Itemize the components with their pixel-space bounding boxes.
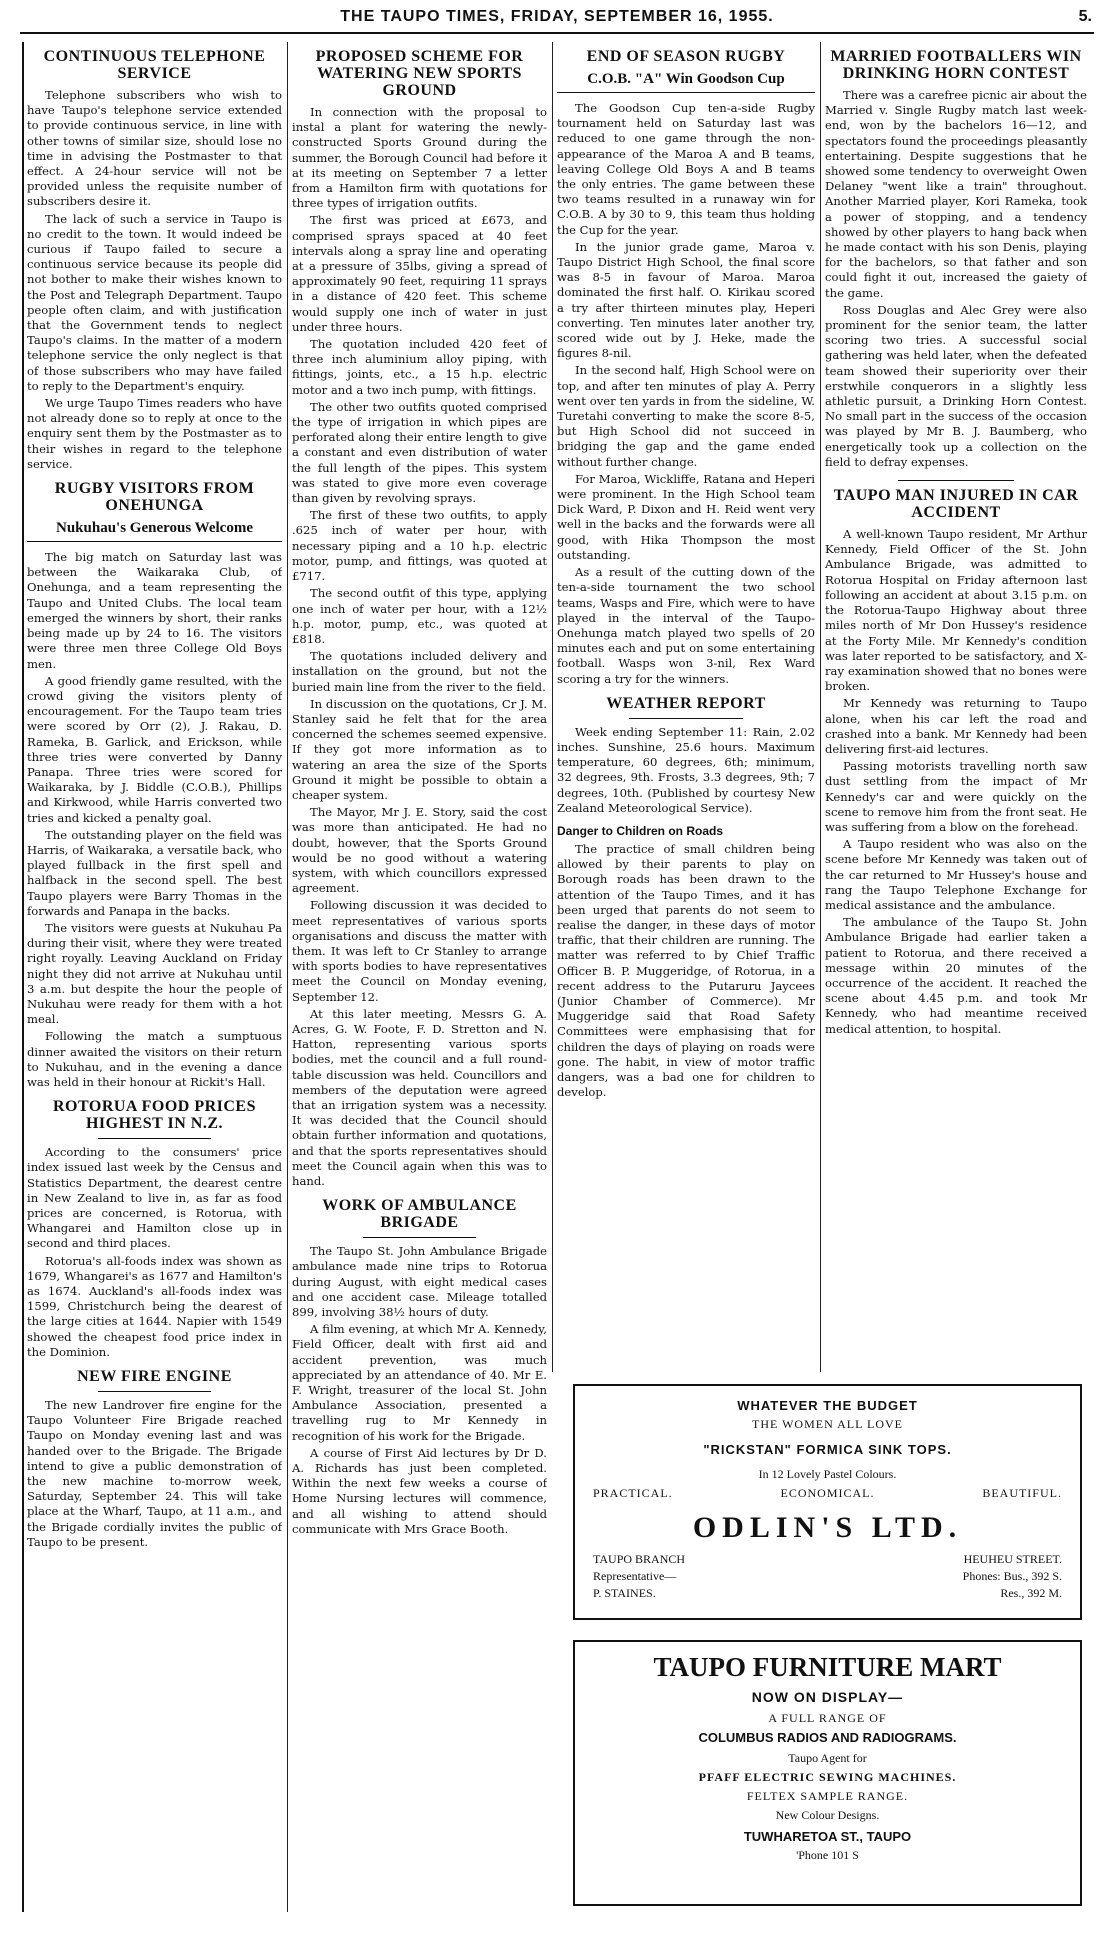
headline-rule [98,1138,210,1139]
paragraph: A course of First Aid lectures by Dr D. A. Richards has just been completed. Within the next few weeks a course of Home Nursing lectures will commence, and all wishing to attend should communicate with Mrs Grace Booth. [292,1445,547,1536]
article-telephone [27,48,282,472]
ad-contact-block [575,1545,1080,1602]
paragraph: The outstanding player on the field was Harris, of Waikaraka, a versatile back, who played fullback in the first spell and halfback in the second spell. The best Taupo players were Barry Thomas in the forwards and Panapa in the backs. [27,827,282,918]
ad-word: ECONOMICAL. [780,1486,875,1500]
paragraph: The visitors were guests at Nukuhau Pa during their visit, where they were treated right royally. Leaving Auckland on Friday night they did not arrive at Nukuhau until 3 a.m. but despite the hour the people of Nukuhau were ready for them with a hot meal. [27,920,282,1027]
headline-rule [98,1391,210,1392]
paragraph: The first was priced at £673, and comprised sprays spaced at 40 feet intervals along a spray line and operating at a pressure of 35lbs, giving a spread of approximately 90 feet, requiring 11 sprays in a distance of 420 feet. This scheme would supply one inch of water in just under three hours. [292,213,547,334]
paragraph: Telephone subscribers who wish to have Taupo's telephone service extended to provide continuous service, in line with other towns of similar size, should lose no time in advising the Postmaster to that effect. A 24-hour service will not be provided unless the requisite number of subscribers desire it. [27,88,282,209]
paragraph: Passing motorists travelling north saw dust settling from the impact of Mr Kennedy's car and were quickly on the scene to remove him from the front seat. He was suffering from a blow on the forehead. [825,759,1087,834]
ad-line: TAUPO BRANCH [593,1552,686,1566]
paragraph: For Maroa, Wickliffe, Ratana and Heperi were prominent. In the High School team Dick Ward, P. Dixon and H. Reid went very well in the backs and the forwards were all good, with Hika Thompson the most outstanding. [557,471,815,562]
paragraph: The quotation included 420 feet of three inch aluminium alloy piping, with fittings, joints, etc., a 15 h.p. electric motor and a two inch pump, with fittings. [292,337,547,397]
paragraph: Following the match a sumptuous dinner awaited the visitors on their return to Nukuhau, and in the evening a dance was held in their honour at Rickit's Hall. [27,1029,282,1089]
paragraph: The new Landrover fire engine for the Taupo Volunteer Fire Brigade reached Taupo on Monday evening last and was handed over to the Brigade. The Brigade intend to give a public demonstration of the new machine to-morrow week, Saturday, September 24. This will take place at the Wharf, Taupo, at 11 a.m., and the Brigade cordially invites the public of Taupo to be present. [27,1398,282,1549]
ad-line: NOW ON DISPLAY— [751,1689,904,1705]
column-divider-3 [820,42,821,1372]
subheadline: Nukuhau's Generous Welcome [27,520,282,542]
column-2 [292,42,547,1912]
advert-odlins [573,1384,1082,1620]
page-number: 5. [1078,8,1092,25]
column-divider-2 [552,42,553,1372]
ad-word: PRACTICAL. [593,1486,673,1500]
column-3 [557,42,815,1367]
headline: RUGBY VISITORS FROM ONEHUNGA [54,480,255,515]
paragraph: In the junior grade game, Maroa v. Taupo District High School, the final score was 8-5 in favour of Maroa. Maroa dominated the first half. O. Kirikau scored a try after thirteen minutes play, Heperi converting. Ten minutes later another try, scored wide out by J. Heke, made the figures 8-nil. [557,239,815,361]
ad-line: Taupo Agent for [788,1751,867,1765]
paragraph: In discussion on the quotations, Cr J. M. Stanley said he felt that for the area concerned the schemes seemed expensive. If they got more information as to watering an area the size of the Sports Ground it might be possible to obtain a cheaper system. [292,696,547,802]
headline: PROPOSED SCHEME FOR WATERING NEW SPORTS GROUND [315,48,524,99]
headline: MARRIED FOOTBALLERS WIN DRINKING HORN CONTEST [830,48,1082,82]
paragraph: In the second half, High School were on top, and after ten minutes of play A. Perry went over ten yards in from the sideline, W. Turetahi converting to make the score 8-5, but High School did not succeed in bridging the gap and the game ended without further change. [557,363,815,469]
ad-line: WHATEVER THE BUDGET [737,1398,918,1413]
paragraph: As a result of the cutting down of the ten-a-side tournament the two school teams, Wasps and Fire, which were to have played in the interval of the Taupo-Onehunga match played two spells of 20 minutes each and put on some entertaining football. Wasps won 3-nil, Rex Ward scoring a try for the winners. [557,565,815,686]
paragraph: Following discussion it was decided to meet representatives of various sports organisations and discuss the matter with them. It was left to Cr Stanley to arrange with sports bodies to have representatives meet the Council on Monday evening, September 12. [292,898,547,1004]
column-divider-1 [287,42,288,1912]
paragraph: The second outfit of this type, applying one inch of water per hour, with a 12½ h.p. motor, pump, etc., was quoted at £818. [292,586,547,646]
ad-qualities [575,1482,1080,1501]
paragraph: At this later meeting, Messrs G. A. Acres, G. W. Foote, F. D. Stretton and N. Hatton, representing various sports bodies, met the council and a full round-table discussion was held. Councillors and members of the deputation were agreed that an irrigation system was a necessity. It was decided that the Council should obtain further information and quotations, and that the sports representatives should meet the Council again when this was to hand. [292,1006,547,1189]
paragraph: A good friendly game resulted, with the crowd giving the visitors plenty of encouragement. For the Taupo team tries were scored by Orr (2), J. Rakau, D. Rameka, B. Garlick, and Erickson, while three tries were converted by Danny Panapa. Three tries were scored for Waikaraka, by J. Biddle (C.O.B.), Phillips and Kirkwood, while Harris converted two tries and kicked a penalty goal. [27,673,282,825]
paragraph: Ross Douglas and Alec Grey were also prominent for the senior team, the latter scoring two tries. A successful social gathering was held later, when the defeated team showed their superiority over their erstwhile conquerors in a slightly less athletic pursuit, a Drinking Horn Contest. No small part in the success of the occasion was played by Mr B. J. Baumberg, who energetically took up a collection on the field to defray expenses. [825,302,1087,469]
advert-furniture-mart [573,1640,1082,1906]
article-weather [557,695,815,816]
ad-branch [593,1551,685,1602]
ad-company-name: TAUPO FURNITURE MART [653,1652,1002,1682]
paragraph: We urge Taupo Times readers who have not already done so to reply at once to the enquiry sent them by the Postmaster as to their wishes in regard to the telephone service. [27,396,282,471]
article-married-footballers [825,48,1087,470]
article-watering-scheme [292,48,547,1189]
paragraph: A film evening, at which Mr A. Kennedy, Field Officer, dealt with first aid and accident prevention, was much appreciated by an attendance of 40. Mr E. F. Wright, treasurer of the local St. John Ambulance Association, presented a travelling rug to Mr Kennedy in recognition of his work for the Brigade. [292,1322,547,1443]
headline: WEATHER REPORT [606,694,766,712]
article-car-accident [825,487,1087,1037]
ad-line: New Colour Designs. [775,1808,880,1822]
left-border [22,42,24,1912]
article-ambulance [292,1197,547,1537]
paragraph: A Taupo resident who was also on the scene before Mr Kennedy was taken out of the car returned to Mr Hussey's house and rang the Taupo Telephone Exchange for medical assistance and the ambulance. [825,837,1087,912]
headline: TAUPO MAN INJURED IN CAR ACCIDENT [833,487,1079,522]
article-food-prices [27,1098,282,1360]
ad-line: In 12 Lovely Pastel Colours. [758,1467,897,1481]
ad-line: Phones: Bus., 392 S. [962,1569,1062,1583]
ad-line: Representative— [593,1569,677,1583]
paragraph: The big match on Saturday last was between the Waikaraka Club, of Onehunga, and a team representing the Taupo and United Clubs. The local team emerged the winners by short, their ranks being made up by 24 to 16. The visitors were three men three College Old Boys men. [27,550,282,671]
ad-line: COLUMBUS RADIOS AND RADIOGRAMS. [698,1730,957,1745]
paragraph: The other two outfits quoted comprised the type of irrigation in which pipes are perforated along their entire length to give a constant and even distribution of water the full length of the pipes. This system was stated to give more even coverage than given by revolving sprays. [292,399,547,506]
ad-line: PFAFF ELECTRIC SEWING MACHINES. [698,1770,957,1784]
headline-rule [363,1237,475,1238]
paragraph: The Mayor, Mr J. E. Story, said the cost was more than anticipated. He had no doubt, however, that the Sports Ground would be no good without a watering system, with which councillors expressed agreement. [292,805,547,896]
headline: CONTINUOUS TELEPHONE SERVICE [43,48,266,82]
article-fire-engine [27,1368,282,1550]
ad-line: Res., 392 M. [1000,1586,1062,1600]
subheadline: C.O.B. "A" Win Goodson Cup [557,71,815,93]
paragraph: Rotorua's all-foods index was shown as 1679, Whangarei's as 1677 and Hamilton's as 1674. Auckland's all-foods index was 1599, Christchurch being the dearest of the large cities at 1644. Napier with 1549 showed the cheapest food price index in the Dominion. [27,1253,282,1359]
newspaper-title: THE TAUPO TIMES, FRIDAY, SEPTEMBER 16, 1955. [340,8,774,25]
paragraph: The first of these two outfits, to apply .625 inch of water per hour, with necessary piping and a 10 h.p. electric motor, pump, and fittings, was quoted at £717. [292,508,547,584]
paragraph: There was a carefree picnic air about the Married v. Single Rugby match last week-end, won by the bachelors 16—12, and spectators found the proceedings pleasantly entertaining. Despite suggestions that he showed some tendency to overweight Owen Delaney "went like a train" throughout. Another Married player, Kori Rameka, took a power of stopping, and a tendency showed by other players to hang back when he made contact with his son Denis, playing for the bachelors, so that father and son could fight it out, increased the gaiety of the game. [825,88,1087,300]
section-rule [898,480,1013,481]
paragraph: The quotations included delivery and installation on the ground, but not the buried main line from the river to the field. [292,649,547,694]
ad-line: THE WOMEN ALL LOVE [752,1417,903,1431]
article-danger-children [557,824,815,1100]
paragraph: The practice of small children being allowed by their parents to play on Borough roads has been drawn to the attention of the Taupo Times, and it has been urged that parents do not seem to realise the danger, in these days of motor traffic, that their children are running. The matter was referred to by Chief Traffic Officer B. P. Muggeridge, of Rotorua, in a recent address to the Putaruru Jaycees (Junior Chamber of Commerce). Mr Muggeridge said that Road Safety Committees were emphasising that for children the days of playing on roads were gone. The habit, in view of motor traffic dangers, was a bad one for children to develop. [557,841,815,1100]
paragraph: Week ending September 11: Rain, 2.02 inches. Sunshine, 25.6 hours. Maximum temperature, 60 degrees, 6th; minimum, 32 degrees, 9th. Frosts, 3.3 degrees, 9th; 7 degrees, 10th. (Published by courtesy New Zealand Meteorological Service). [557,724,815,815]
ad-line: P. STAINES. [593,1586,656,1600]
headline-rule [629,718,743,719]
paragraph: The Taupo St. John Ambulance Brigade ambulance made nine trips to Rotorua during August, with eight medical cases and one accident case. Mileage totalled 899, involving 38½ hours of duty. [292,1244,547,1320]
article-rugby-end [557,48,815,687]
ad-line: HEUHEU STREET. [963,1552,1062,1566]
masthead [0,0,1114,40]
ad-line: A FULL RANGE OF [768,1711,887,1725]
paragraph: In connection with the proposal to instal a plant for watering the newly-constructed Sports Ground during the summer, the Borough Council had before it at its meeting on September 7 a letter from a Hamilton firm with quotations for three types of irrigation outfits. [292,105,547,211]
headline: ROTORUA FOOD PRICES HIGHEST IN N.Z. [52,1098,256,1133]
ad-word: BEAUTIFUL. [982,1486,1062,1500]
ad-line: 'Phone 101 S [796,1848,859,1862]
paragraph: The Goodson Cup ten-a-side Rugby tournament held on Saturday last was reduced to one game through the non-appearance of the Maroa A and B teams, leaving College Old Boys A and B teams the only entries. The game between these two teams resulted in a runaway win for C.O.B. A by 30 to 9, this team thus holding the Cup for the year. [557,101,815,237]
ad-line: FELTEX SAMPLE RANGE. [746,1789,909,1803]
headline: END OF SEASON RUGBY [586,48,786,65]
paragraph: A well-known Taupo resident, Mr Arthur Kennedy, Field Officer of the St. John Ambulance Brigade, was admitted to Rotorua Hospital on Friday afternoon last following an accident at about 3.15 p.m. on the Rotorua-Taupo Highway about three miles north of Mr Don Hussey's residence at the Forty Mile. Mr Kennedy's condition was later reported to be satisfactory, and X-ray examination showed that no bones were broken. [825,527,1087,694]
ad-line: TUWHARETOA ST., TAUPO [743,1829,912,1844]
paragraph: According to the consumers' price index issued last week by the Census and Statistics Department, the dearest centre in New Zealand to live in, as far as food prices are concerned, is Rotorua, with Whangarei and Hamilton close up in second and third places. [27,1145,282,1251]
paragraph: The lack of such a service in Taupo is no credit to the town. It would indeed be curious if Taupo failed to secure a continuous service because its people did not bother to make their wishes known to the Post and Telegraph Department. Taupo people often claim, and with justification that the Government tends to neglect Taupo's claims. In the matter of a modern telephone service the only neglect is that of those subscribers who may have failed to reply to the Department's enquiry. [27,211,282,393]
headline: Danger to Children on Roads [557,823,724,838]
ad-address [963,1551,1062,1602]
ad-line: "RICKSTAN" FORMICA SINK TOPS. [703,1442,952,1457]
column-4 [825,42,1087,1367]
article-rugby-visitors [27,480,282,1090]
headline: NEW FIRE ENGINE [77,1368,232,1386]
column-1 [27,42,282,1912]
ad-company-name: ODLIN'S LTD. [692,1511,963,1544]
top-rule [20,32,1094,34]
paragraph: The ambulance of the Taupo St. John Ambulance Brigade had earlier taken a patient to Rotorua, and there received a message within 20 minutes of the occurrence of the accident. It reached the scene about 4.45 p.m. and took Mr Kennedy, who had meantime received medical attention, to hospital. [825,915,1087,1036]
paragraph: Mr Kennedy was returning to Taupo alone, when his car left the road and crashed into a bank. Mr Kennedy had been delivering first-aid lectures. [825,696,1087,756]
headline: WORK OF AMBULANCE BRIGADE [322,1197,517,1232]
